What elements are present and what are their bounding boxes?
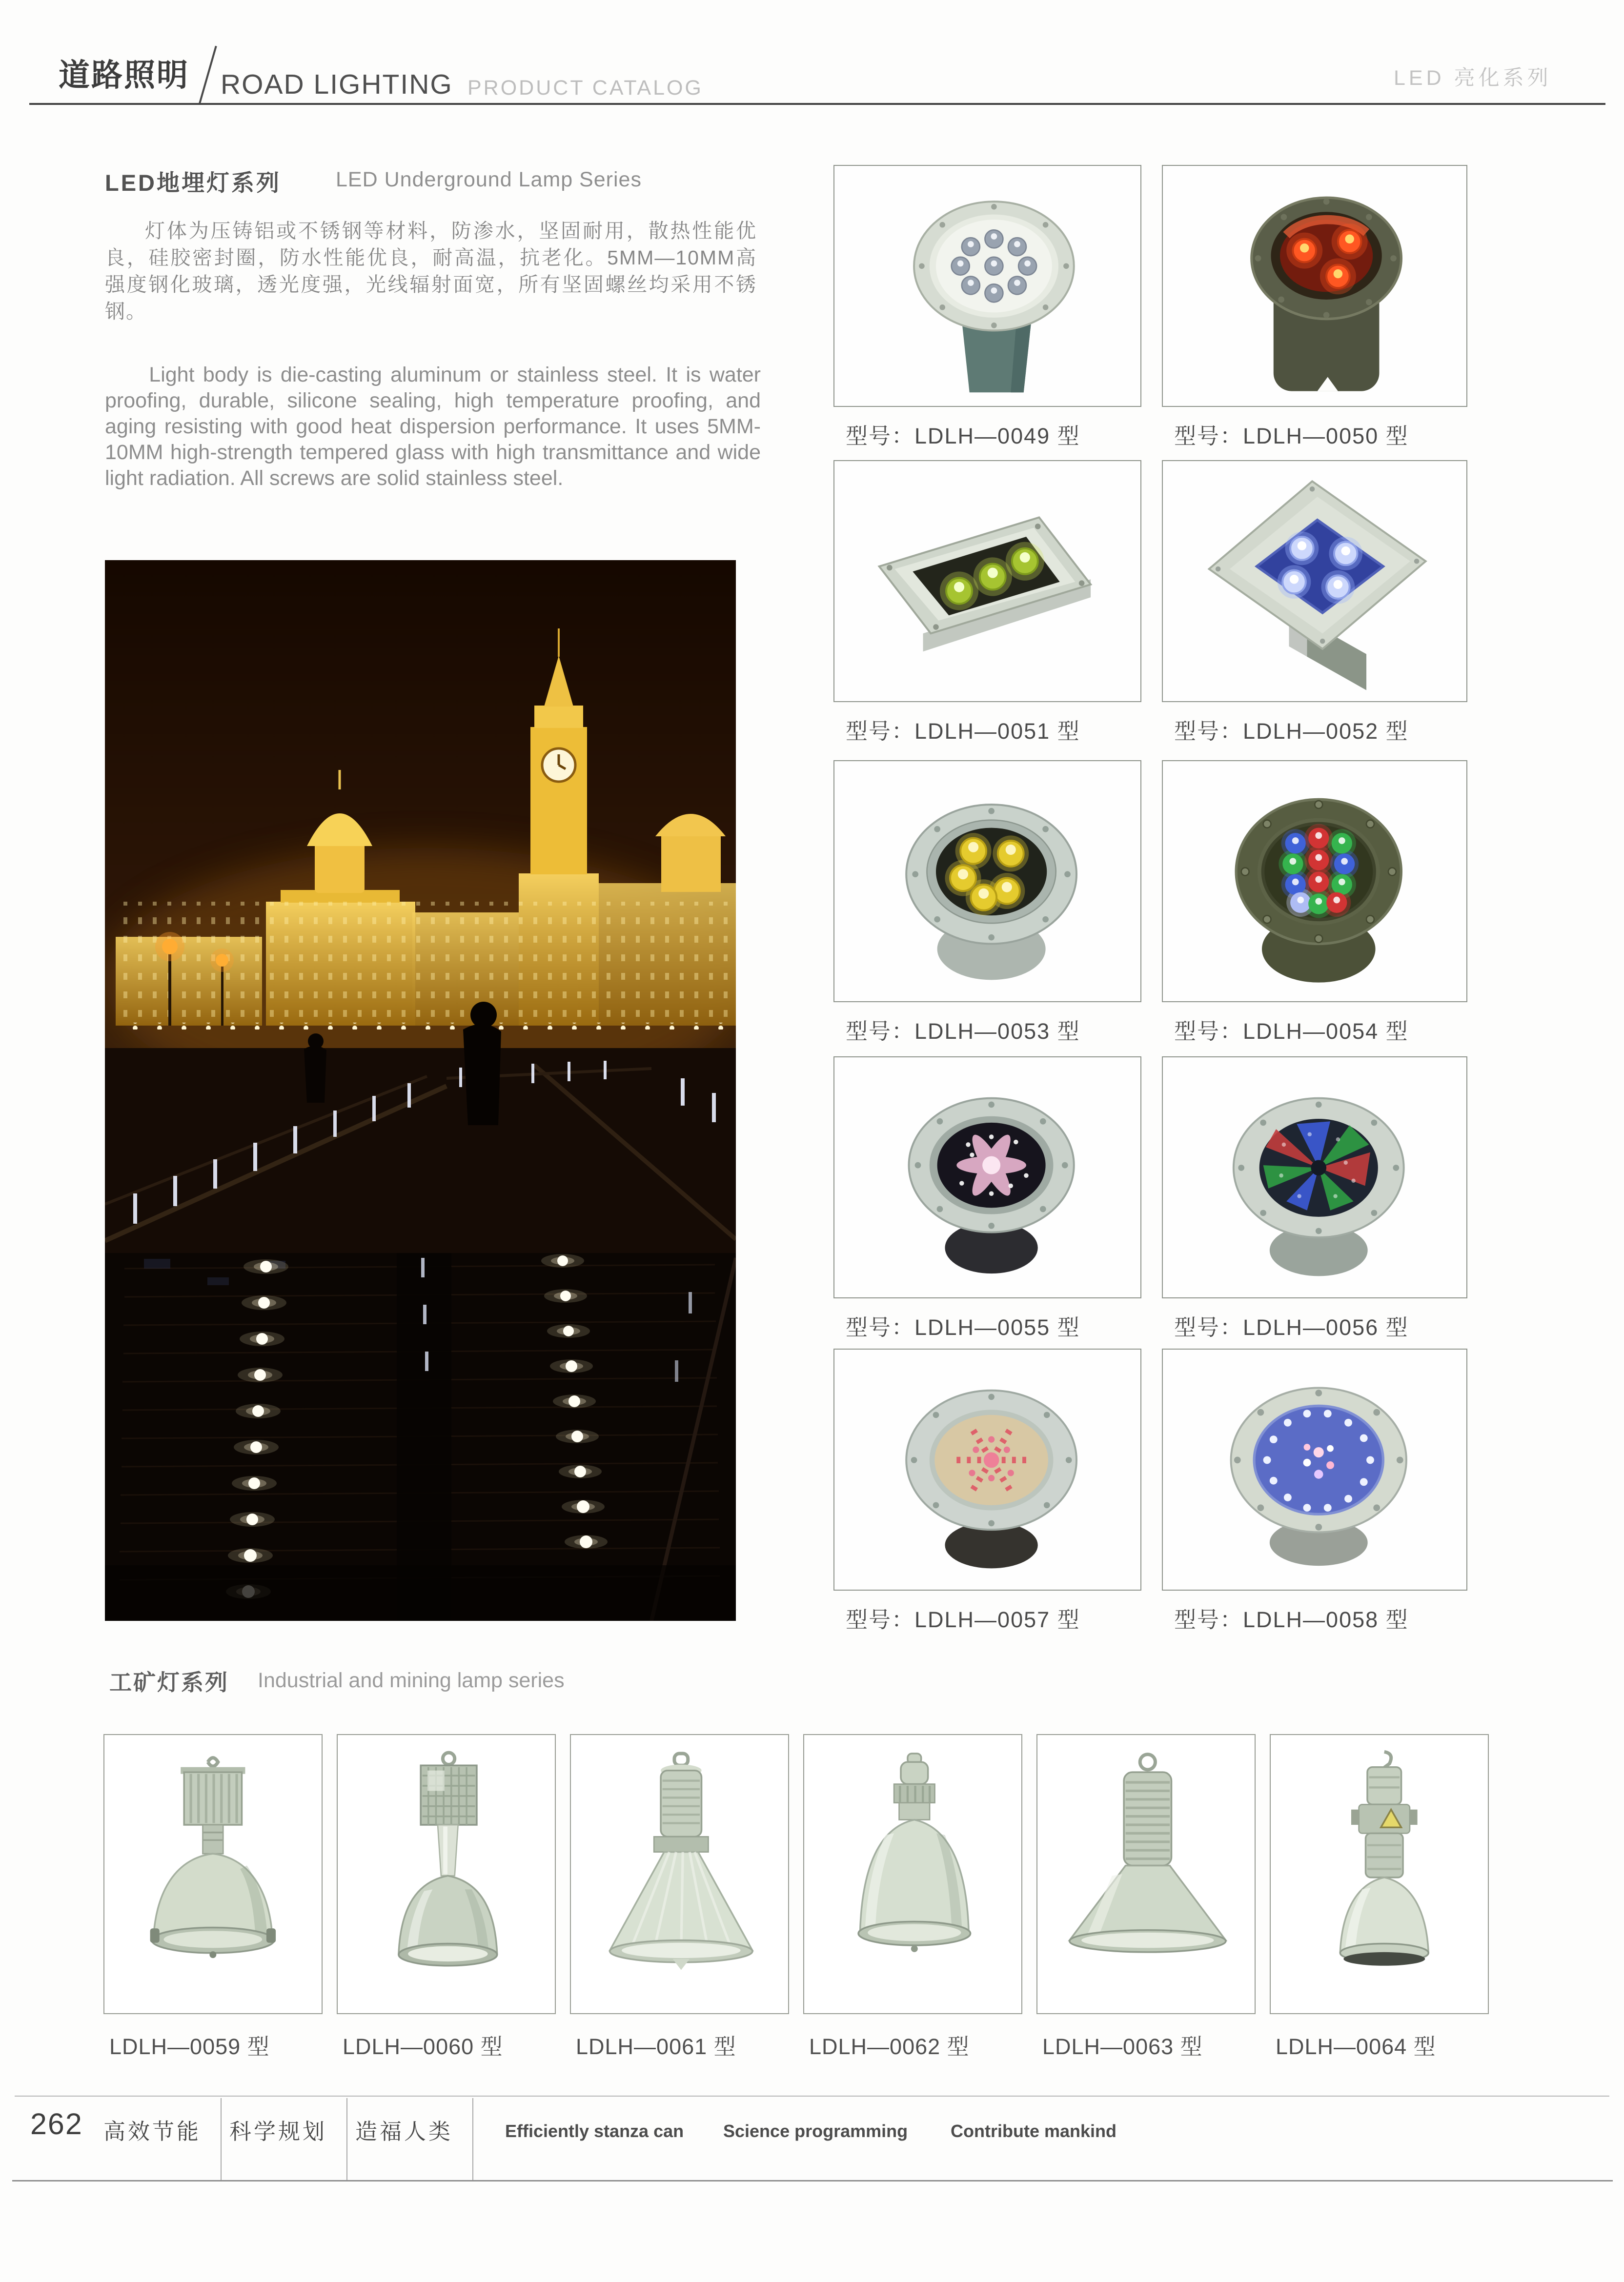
section-heading-english: LED Underground Lamp Series [336, 168, 642, 191]
product-box-ldlh-0049 [833, 165, 1141, 407]
industrial-lamp-ldlh-0060 [353, 1743, 540, 2005]
bund-night-photo [105, 560, 736, 1621]
product-label-ldlh-0055: 型号：LDLH—0055 型 [846, 1315, 1080, 1340]
product-box-ldlh-0054 [1162, 760, 1467, 1002]
product-label-ldlh-0058: 型号：LDLH—0058 型 [1174, 1607, 1409, 1632]
header-rule [29, 103, 1605, 105]
bund-night-photo-art [105, 560, 736, 1621]
series-label-right: LED 亮化系列 [1394, 66, 1552, 90]
page-subtitle: PRODUCT CATALOG [467, 76, 703, 100]
footer-slogan-zh-3: 造福人类 [355, 2119, 453, 2144]
product-label-ldlh-0054: 型号：LDLH—0054 型 [1174, 1019, 1409, 1044]
industrial-lamp-ldlh-0059 [120, 1743, 306, 2005]
product-box-ldlh-0050 [1162, 165, 1467, 407]
industrial-label-ldlh-0064: LDLH—0064 型 [1276, 2034, 1436, 2059]
industrial-box-ldlh-0060 [337, 1734, 556, 2014]
industrial-lamp-ldlh-0062 [819, 1743, 1006, 2005]
product-photo-ldlh-0057 [844, 1357, 1131, 1582]
industrial-label-ldlh-0059: LDLH—0059 型 [109, 2034, 270, 2059]
footer-divider-3 [472, 2098, 473, 2181]
industrial-box-ldlh-0059 [103, 1734, 323, 2014]
product-photo-ldlh-0052 [1172, 468, 1458, 694]
industrial-label-ldlh-0060: LDLH—0060 型 [343, 2034, 503, 2059]
industrial-box-ldlh-0063 [1036, 1734, 1256, 2014]
industrial-box-ldlh-0061 [570, 1734, 789, 2014]
industrial-box-ldlh-0062 [803, 1734, 1022, 2014]
header-slash-divider [199, 46, 217, 103]
product-photo-ldlh-0051 [844, 468, 1131, 694]
footer-slogan-en-2: Science programming [723, 2121, 908, 2141]
footer-divider-1 [221, 2098, 222, 2181]
industrial-heading-english: Industrial and mining lamp series [258, 1669, 565, 1692]
description-paragraph-english: Light body is die-casting aluminum or stainless steel. It is water proofing, durable, silicone sealing, high temperature proofing, and aging resisting with good heat dispersion performance. It uses 5MM-10MM high-strength tempered glass with high transmittance and wide light radiation. All screws are solid stainless steel. [105, 363, 761, 490]
industrial-box-ldlh-0064 [1270, 1734, 1489, 2014]
footer-rule-top [15, 2096, 1609, 2097]
product-box-ldlh-0052 [1162, 460, 1467, 702]
product-photo-ldlh-0049 [844, 173, 1131, 399]
product-label-ldlh-0056: 型号：LDLH—0056 型 [1174, 1315, 1409, 1340]
industrial-lamp-ldlh-0064 [1286, 1743, 1473, 2005]
product-box-ldlh-0055 [833, 1056, 1141, 1298]
description-paragraph-chinese: 灯体为压铸铝或不锈钢等材料，防渗水，坚固耐用，散热性能优良，硅胶密封圈，防水性能优良，耐高温，抗老化。5MM—10MM高强度钢化玻璃，透光度强，光线辐射面宽，所有坚固螺丝均采用不锈钢。 [105, 220, 757, 323]
product-label-ldlh-0057: 型号：LDLH—0057 型 [846, 1607, 1080, 1632]
product-box-ldlh-0057 [833, 1349, 1141, 1591]
product-photo-ldlh-0053 [844, 768, 1131, 994]
product-label-ldlh-0052: 型号：LDLH—0052 型 [1174, 719, 1409, 744]
product-label-ldlh-0050: 型号：LDLH—0050 型 [1174, 424, 1409, 448]
industrial-lamp-ldlh-0063 [1053, 1743, 1239, 2005]
page-number: 262 [30, 2107, 83, 2141]
product-label-ldlh-0053: 型号：LDLH—0053 型 [846, 1019, 1080, 1044]
industrial-label-ldlh-0063: LDLH—0063 型 [1042, 2034, 1203, 2059]
product-photo-ldlh-0058 [1172, 1357, 1458, 1582]
section-heading-chinese: LED地埋灯系列 [105, 170, 281, 196]
footer-slogan-zh-2: 科学规划 [229, 2119, 327, 2144]
footer-divider-2 [346, 2098, 347, 2181]
footer-slogan-zh-1: 高效节能 [103, 2119, 202, 2144]
product-photo-ldlh-0050 [1172, 173, 1458, 399]
page-title-english: ROAD LIGHTING [221, 69, 453, 100]
industrial-lamp-ldlh-0061 [586, 1743, 773, 2005]
product-box-ldlh-0051 [833, 460, 1141, 702]
industrial-label-ldlh-0061: LDLH—0061 型 [576, 2034, 736, 2059]
product-label-ldlh-0049: 型号：LDLH—0049 型 [846, 424, 1080, 448]
product-photo-ldlh-0056 [1172, 1065, 1458, 1290]
product-box-ldlh-0056 [1162, 1056, 1467, 1298]
product-box-ldlh-0053 [833, 760, 1141, 1002]
footer-slogan-en-1: Efficiently stanza can [505, 2121, 684, 2141]
industrial-label-ldlh-0062: LDLH—0062 型 [809, 2034, 970, 2059]
industrial-heading-chinese: 工矿灯系列 [109, 1670, 229, 1695]
product-box-ldlh-0058 [1162, 1349, 1467, 1591]
page-title-chinese: 道路照明 [59, 58, 189, 93]
product-photo-ldlh-0055 [844, 1065, 1131, 1290]
product-label-ldlh-0051: 型号：LDLH—0051 型 [846, 719, 1080, 744]
product-photo-ldlh-0054 [1172, 768, 1458, 994]
footer-slogan-en-3: Contribute mankind [951, 2121, 1116, 2141]
footer-rule-bottom [12, 2180, 1613, 2181]
